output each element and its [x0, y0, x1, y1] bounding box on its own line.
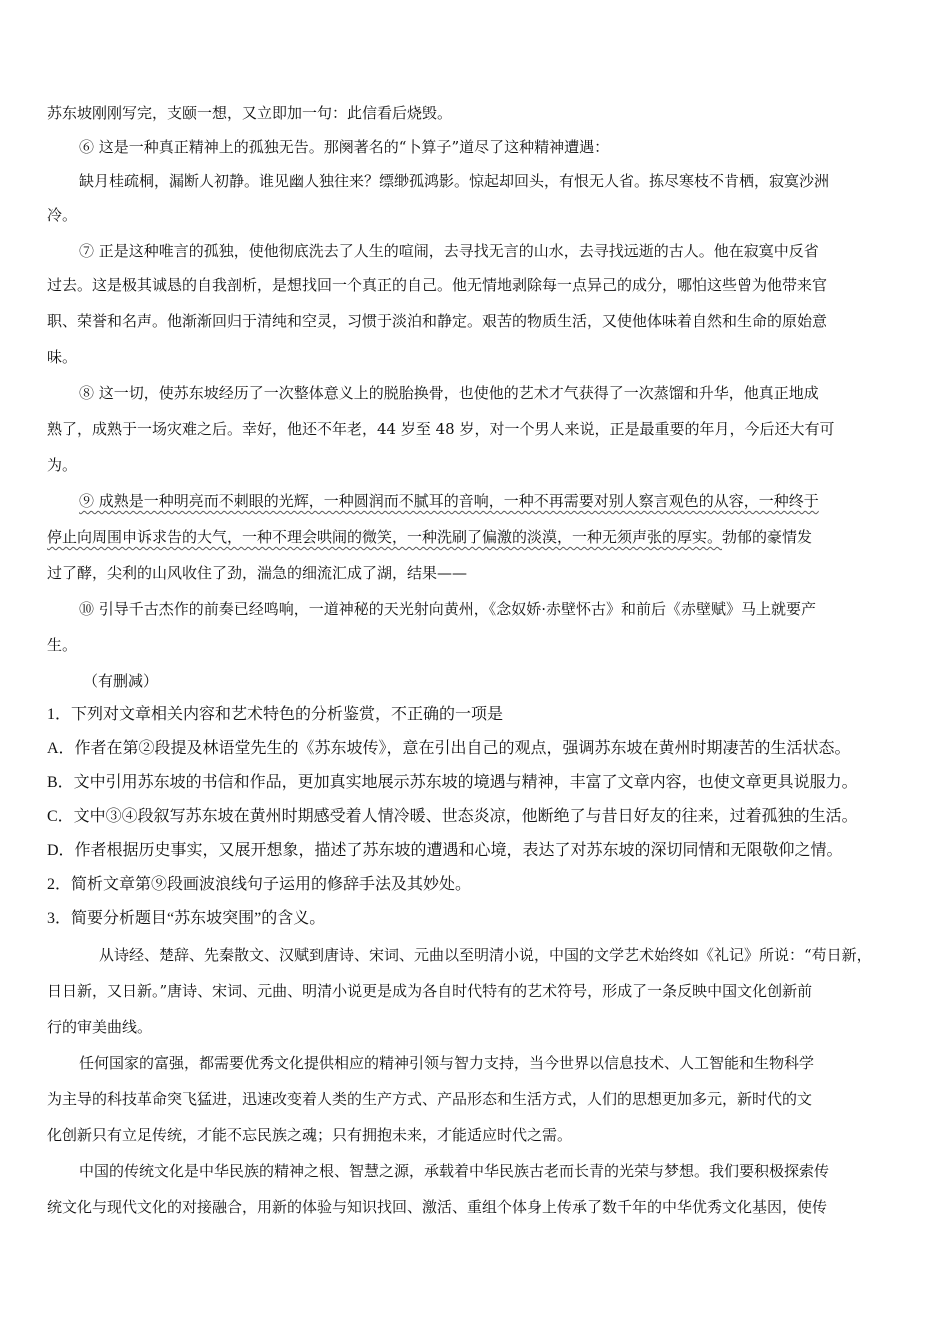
question-3: 3．简要分析题目“苏东坡突围”的含义。 — [47, 910, 326, 927]
passage2-line: 日日新，又日新。”唐诗、宋词、元曲、明清小说更是成为各自时代特有的艺术符号，形成了一条反映中国文化创新前 — [47, 982, 813, 1000]
essay-line: 为。 — [47, 456, 78, 474]
essay-paragraph-6: ⑥ 这是一种真正精神上的孤独无告。那阕著名的“卜算子”道尽了这种精神遭遇： — [79, 138, 610, 156]
poem-line: 缺月桂疏桐，漏断人初静。谁见幽人独往来？缥缈孤鸿影。惊起却回头，有恨无人省。拣尽寒枝不肯栖，寂寞沙洲 — [79, 172, 830, 190]
essay-line: 苏东坡刚刚写完，支颐一想，又立即加一句：此信看后烧毁。 — [47, 104, 453, 122]
passage2-paragraph-3: 中国的传统文化是中华民族的精神之根、智慧之源，承载着中华民族古老而长青的光荣与梦想。我们要积极探索传 — [79, 1162, 830, 1180]
option-b: B．文中引用苏东坡的书信和作品，更加真实地展示苏东坡的境遇与精神，丰富了文章内容，也使文章更具说服力。 — [47, 774, 858, 791]
abridged-note: （有删减） — [83, 672, 159, 690]
wavy-underlined-sentence: ⑨ 成熟是一种明亮而不刺眼的光辉，一种圆润而不腻耳的音响，一种不再需要对别人察言观色的从容，一种终于 — [79, 492, 819, 510]
wavy-underlined-sentence: 停止向周围申诉求告的大气，一种不理会哄闹的微笑，一种洗刷了偏激的淡漠，一种无须声张的厚实。 — [47, 528, 723, 546]
question-1: 1．下列对文章相关内容和艺术特色的分析鉴赏，不正确的一项是 — [47, 706, 504, 723]
essay-line: 生。 — [47, 636, 78, 654]
option-d: D．作者根据历史事实，又展开想象，描述了苏东坡的遭遇和心境，表达了对苏东坡的深切同情和无限敬仰之情。 — [47, 842, 843, 859]
essay-text: 勃郁的豪情发 — [722, 528, 813, 546]
option-c: C．文中③④段叙写苏东坡在黄州时期感受着人情冷暖、世态炎凉，他断绝了与昔日好友的往来，过着孤独的生活。 — [47, 808, 858, 825]
option-a: A．作者在第②段提及林语堂先生的《苏东坡传》，意在引出自己的观点，强调苏东坡在黄州时期凄苦的生活状态。 — [47, 740, 851, 757]
essay-line — [47, 528, 812, 546]
passage2-line: 化创新只有立足传统，才能不忘民族之魂；只有拥抱未来，才能适应时代之需。 — [47, 1126, 573, 1144]
essay-paragraph-7: ⑦ 正是这种唯言的孤独，使他彻底洗去了人生的喧闹，去寻找无言的山水，去寻找远逝的古人。他在寂寞中反省 — [79, 242, 819, 260]
essay-line: 味。 — [47, 348, 78, 366]
passage2-line: 为主导的科技革命突飞猛进，迅速改变着人类的生产方式、产品形态和生活方式，人们的思想更加多元，新时代的文 — [47, 1090, 813, 1108]
question-2: 2．简析文章第⑨段画波浪线句子运用的修辞手法及其妙处。 — [47, 876, 472, 893]
passage2-line: 统文化与现代文化的对接融合，用新的体验与知识找回、激活、重组个体身上传承了数千年的中华优秀文化基因，使传 — [47, 1198, 828, 1216]
essay-line: 熟了，成熟于一场灾难之后。幸好，他还不年老，44 岁至 48 岁，对一个男人来说，正是最重要的年月，今后还大有可 — [47, 420, 835, 438]
essay-line: 职、荣誉和名声。他渐渐回归于清纯和空灵，习惯于淡泊和静定。艰苦的物质生活，又使他体味着自然和生命的原始意 — [47, 312, 828, 330]
essay-paragraph-8: ⑧ 这一切，使苏东坡经历了一次整体意义上的脱胎换骨，也使他的艺术才气获得了一次蒸馏和升华，他真正地成 — [79, 384, 819, 402]
passage2-paragraph-1: 从诗经、楚辞、先秦散文、汉赋到唐诗、宋词、元曲以至明清小说，中国的文学艺术始终如《礼记》所说：“苟日新， — [99, 946, 872, 964]
essay-paragraph-9 — [47, 492, 819, 510]
essay-paragraph-10: ⑩ 引导千古杰作的前奏已经鸣响，一道神秘的天光射向黄州，《念奴娇·赤壁怀古》和前后《赤壁赋》马上就要产 — [79, 600, 817, 618]
essay-line: 过去。这是极其诚恳的自我剖析，是想找回一个真正的自己。他无情地剥除每一点异己的成分，哪怕这些曾为他带来官 — [47, 276, 828, 294]
passage2-paragraph-2: 任何国家的富强，都需要优秀文化提供相应的精神引领与智力支持，当今世界以信息技术、人工智能和生物科学 — [79, 1054, 815, 1072]
passage2-line: 行的审美曲线。 — [47, 1018, 153, 1036]
poem-line-end: 冷。 — [47, 206, 78, 224]
essay-line: 过了酵，尖利的山风收住了劲，湍急的细流汇成了湖，结果—— — [47, 564, 468, 582]
